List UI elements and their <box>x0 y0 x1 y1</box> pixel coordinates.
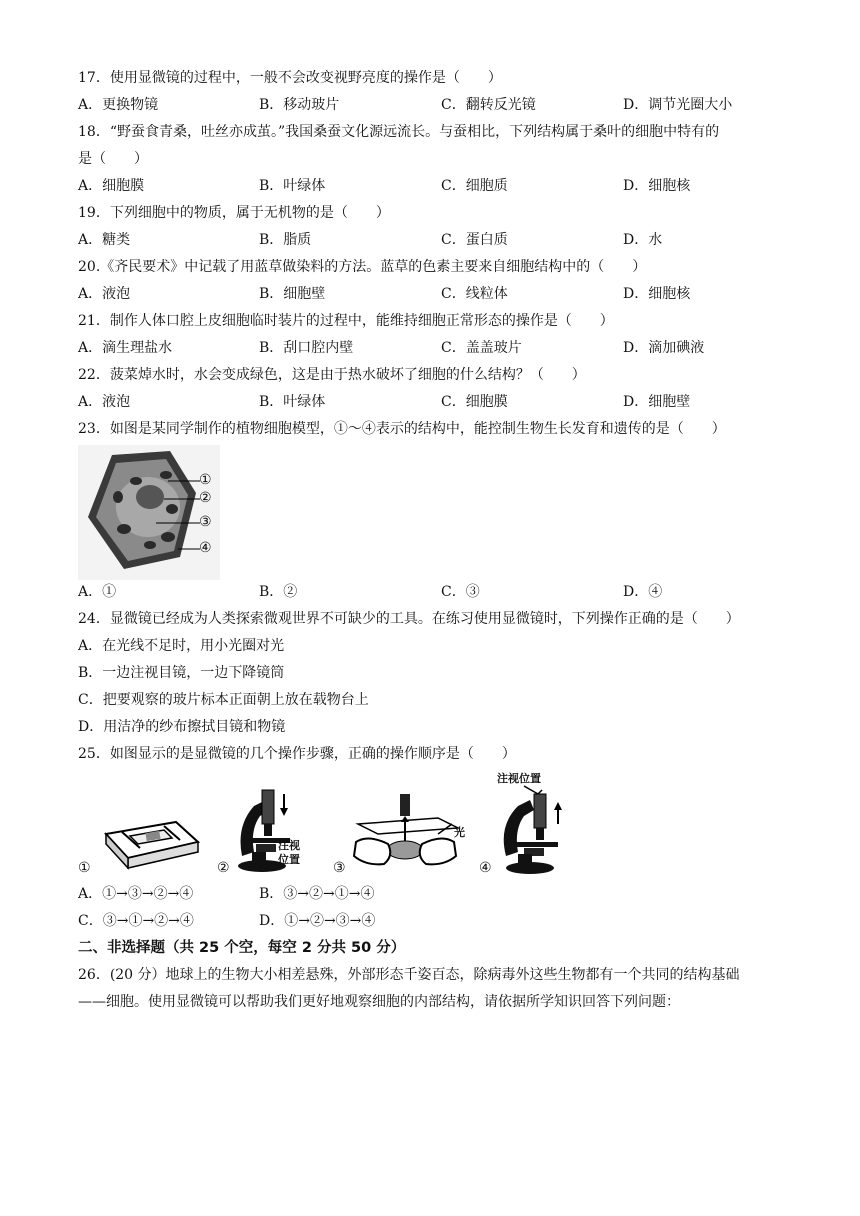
option-d[interactable]: D．④ <box>623 584 663 600</box>
option-a[interactable]: A．液泡 <box>78 394 131 410</box>
option-a[interactable]: A．液泡 <box>78 286 131 302</box>
option-a[interactable]: A．更换物镜 <box>78 97 159 113</box>
option-a[interactable]: A．滴生理盐水 <box>78 340 173 356</box>
option-b[interactable]: B．一边注视目镜，一边下降镜筒 <box>78 665 285 681</box>
option-d[interactable]: D．细胞核 <box>623 286 691 302</box>
q22-options <box>78 392 778 412</box>
option-c[interactable]: C．把要观察的玻片标本正面朝上放在载物台上 <box>78 692 369 708</box>
option-c[interactable]: C．蛋白质 <box>441 232 508 248</box>
fig-label-4: ④ <box>199 540 212 556</box>
q23-stem: 23．如图是某同学制作的植物细胞模型，①～④表示的结构中，能控制生物生长发育和遗传的是（ ） <box>78 421 726 437</box>
option-b[interactable]: B．叶绿体 <box>259 178 326 194</box>
fig-label-3: ③ <box>199 514 212 530</box>
option-d[interactable]: D．水 <box>623 232 663 248</box>
plant-cell-model-figure <box>78 445 220 580</box>
step-4-figure <box>494 784 574 876</box>
option-c[interactable]: C．细胞质 <box>441 178 508 194</box>
q23-options <box>78 582 778 602</box>
option-b[interactable]: B．移动玻片 <box>259 97 340 113</box>
watch-position-label: 注视位置 <box>497 772 541 785</box>
watch-label-a: 注视 <box>278 839 300 852</box>
q26-stem-line2: ——细胞。使用显微镜可以帮助我们更好地观察细胞的内部结构，请依据所学知识回答下列问题： <box>78 994 680 1010</box>
option-d[interactable]: D．滴加碘液 <box>623 340 705 356</box>
option-b[interactable]: B．② <box>259 584 298 600</box>
section-2-title: 二、非选择题（共 25 个空，每空 2 分共 50 分） <box>78 940 406 956</box>
option-a[interactable]: A．细胞膜 <box>78 178 145 194</box>
nucleus <box>136 485 164 509</box>
q18-options <box>78 176 778 196</box>
q25-options-row1 <box>78 884 778 904</box>
option-c[interactable]: C．盖盖玻片 <box>441 340 522 356</box>
q17-stem: 17．使用显微镜的过程中，一般不会改变视野亮度的操作是（ ） <box>78 70 502 86</box>
step-3-number: ③ <box>333 860 346 876</box>
option-b[interactable]: B．脂质 <box>259 232 312 248</box>
option-a[interactable]: A．在光线不足时，用小光圈对光 <box>78 638 285 654</box>
q25-options-row2 <box>78 911 778 931</box>
q19-stem: 19．下列细胞中的物质，属于无机物的是（ ） <box>78 205 390 221</box>
q24-stem: 24．显微镜已经成为人类探索微观世界不可缺少的工具。在练习使用显微镜时，下列操作正确的是（ ） <box>78 611 740 627</box>
option-b[interactable]: B．③→②→①→④ <box>259 886 375 902</box>
q18-stem-line2: 是（ ） <box>78 151 148 167</box>
option-c[interactable]: C．细胞膜 <box>441 394 508 410</box>
option-c[interactable]: C．③→①→②→④ <box>78 913 194 929</box>
option-d[interactable]: D．用洁净的纱布擦拭目镜和物镜 <box>78 719 286 735</box>
step-3-figure <box>348 794 468 876</box>
q21-options <box>78 338 778 358</box>
option-b[interactable]: B．叶绿体 <box>259 394 326 410</box>
option-a[interactable]: A．糖类 <box>78 232 131 248</box>
option-c[interactable]: C．③ <box>441 584 480 600</box>
q22-stem: 22．菠菜焯水时，水会变成绿色，这是由于热水破坏了细胞的什么结构？（ ） <box>78 367 586 383</box>
q20-options <box>78 284 778 304</box>
step-4-number: ④ <box>479 860 492 876</box>
step-1-number: ① <box>78 860 91 876</box>
q17-options <box>78 95 778 115</box>
q20-stem: 20.《齐民要术》中记载了用蓝草做染料的方法。蓝草的色素主要来自细胞结构中的（ ） <box>78 259 647 275</box>
option-d[interactable]: D．细胞核 <box>623 178 691 194</box>
q18-stem-line1: 18．“野蚕食青桑，吐丝亦成茧。”我国桑蚕文化源远流长。与蚕相比，下列结构属于桑叶的细胞中特有的 <box>78 124 720 140</box>
watch-label-b: 位置 <box>278 853 300 866</box>
light-label: 光 <box>454 826 465 839</box>
step-1-figure <box>94 812 204 872</box>
option-a[interactable]: A．①→③→②→④ <box>78 886 194 902</box>
option-a[interactable]: A．① <box>78 584 117 600</box>
fig-label-2: ② <box>199 490 212 506</box>
option-b[interactable]: B．刮口腔内壁 <box>259 340 354 356</box>
option-b[interactable]: B．细胞壁 <box>259 286 326 302</box>
q19-options <box>78 230 778 250</box>
option-c[interactable]: C．翻转反光镜 <box>441 97 536 113</box>
option-d[interactable]: D．①→②→③→④ <box>259 913 376 929</box>
q21-stem: 21．制作人体口腔上皮细胞临时装片的过程中，能维持细胞正常形态的操作是（ ） <box>78 313 614 329</box>
option-c[interactable]: C．线粒体 <box>441 286 508 302</box>
step-2-number: ② <box>217 860 230 876</box>
q25-stem: 25．如图显示的是显微镜的几个操作步骤，正确的操作顺序是（ ） <box>78 746 516 762</box>
option-d[interactable]: D．细胞壁 <box>623 394 691 410</box>
fig-label-1: ① <box>199 472 212 488</box>
option-d[interactable]: D．调节光圈大小 <box>623 97 733 113</box>
q26-stem-line1: 26．(20 分）地球上的生物大小相差悬殊，外部形态千姿百态，除病毒外这些生物都有一个共同的结构基础 <box>78 967 740 983</box>
